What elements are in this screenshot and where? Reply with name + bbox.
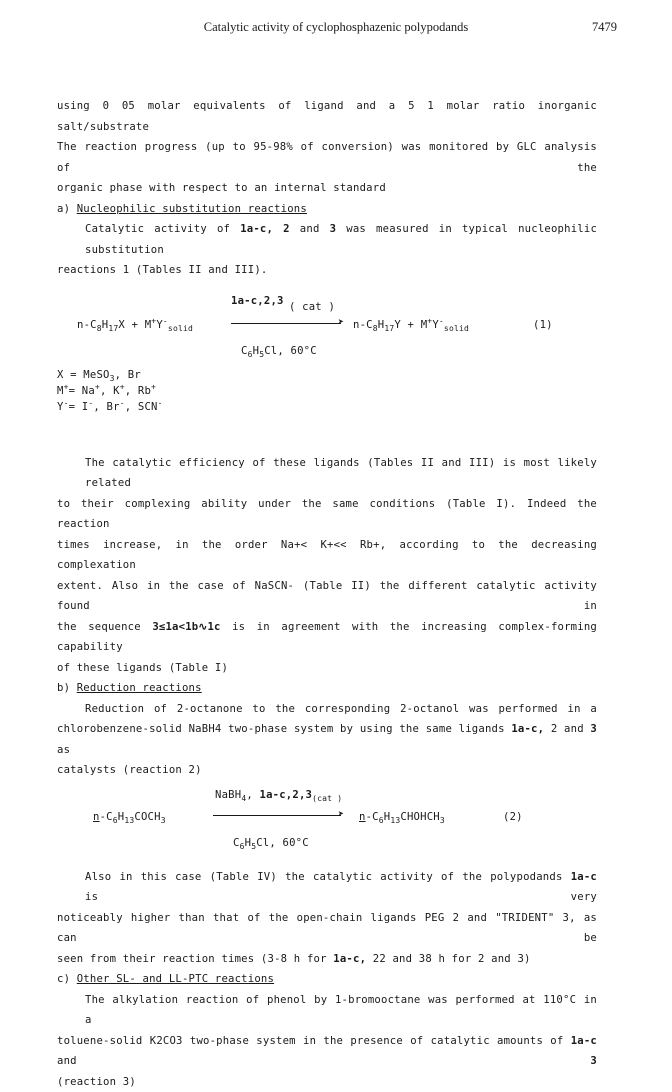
para2-line-1: The catalytic efficiency of these ligands (Tables II and III) is most likely related: [57, 453, 597, 494]
text-run: chlorobenzene-solid NaBH4 two-phase system by using the same ligands: [57, 723, 511, 735]
section-c-heading: Other SL- and LL-PTC reactions: [77, 973, 274, 985]
reaction-1-variables: [57, 367, 597, 415]
text-run: as: [57, 744, 70, 756]
section-b-line-3: catalysts (reaction 2): [57, 760, 597, 781]
text-run: Also in this case (Table IV) the catalytic activity of the polypodands: [85, 871, 571, 883]
section-b-prefix: b): [57, 682, 77, 694]
section-b-line-1: Reduction of 2-octanone to the corresponding 2-octanol was performed in a: [57, 699, 597, 720]
section-b-line-2: [57, 719, 597, 760]
section-a-heading-line: [57, 199, 597, 220]
text-run: and: [290, 223, 330, 235]
compound-ref: 3: [590, 1055, 597, 1067]
section-a-prefix: a): [57, 203, 77, 215]
reaction-1-arrow: [231, 323, 341, 324]
reaction-1-conditions: $C_6H_5Cl$, 60°C: [241, 341, 317, 362]
compound-ref: 1a-c,: [333, 953, 366, 965]
section-c-heading-line: [57, 969, 597, 990]
reaction-1-number: (1): [533, 315, 553, 336]
reaction-2-arrowhead-icon: ➤: [338, 810, 344, 820]
compound-ref: 1a-c,: [511, 723, 544, 735]
reaction-2-arrow: [213, 815, 341, 816]
variable-y: Y-= I-, Br-, SCN-: [57, 399, 597, 415]
intro-line-2: The reaction progress (up to 95-98% of conversion) was monitored by GLC analysis of the: [57, 137, 597, 178]
compound-ref: 3: [590, 723, 597, 735]
compound-ref: 1a-c: [571, 871, 597, 883]
section-c-line-2: [57, 1031, 597, 1072]
section-b-heading: Reduction reactions: [77, 682, 202, 694]
compound-ref: 1a-c: [571, 1035, 597, 1047]
reaction-2-reagent: NaBH$_4$, $1a-c,2,3_{(cat )}$: [215, 785, 342, 806]
compound-ref: 3: [330, 223, 337, 235]
para3-line-3: [57, 949, 597, 970]
para2-line-2: to their complexing ability under the same conditions (Table I). Indeed the reaction: [57, 494, 597, 535]
section-c-line-1: The alkylation reaction of phenol by 1-bromooctane was performed at 110°C in a: [57, 990, 597, 1031]
text-run: toluene-solid K2CO3 two-phase system in the presence of catalytic amounts of: [57, 1035, 571, 1047]
section-a-line-1: [57, 219, 597, 260]
text-run: 22 and 38 h for 2 and 3): [366, 953, 530, 965]
text-run: was measured in typical nucleophilic substitution: [85, 223, 597, 256]
reaction-1-arrowhead-icon: ➤: [338, 318, 344, 328]
section-c-prefix: c): [57, 973, 77, 985]
article-body: [57, 96, 597, 1092]
page-number: 7479: [592, 20, 617, 35]
para2-line-6: of these ligands (Table I): [57, 658, 597, 679]
intro-line-1: using 0 05 molar equivalents of ligand and a 5 1 molar ratio inorganic salt/substrate: [57, 96, 597, 137]
reaction-1-reactants: $n-C_8H_{17}X + M^+Y^-_{solid}$: [77, 315, 193, 336]
reaction-1-catalyst: 1a-c,2,3: [231, 291, 284, 312]
reaction-2-number: (2): [503, 807, 523, 828]
reaction-2-conditions: $C_6H_5Cl$, 60°C: [233, 833, 309, 854]
reaction-2-reactant: $n-C_6H_{13}COCH_3$: [93, 807, 166, 828]
text-run: 2 and: [544, 723, 590, 735]
text-run: is very: [85, 891, 597, 903]
reaction-1: [57, 291, 597, 367]
text-run: Catalytic activity of: [85, 223, 240, 235]
reaction-1-cat-label: ( cat ): [289, 297, 335, 318]
section-b-heading-line: [57, 678, 597, 699]
text-run: and: [57, 1055, 590, 1067]
intro-line-3: organic phase with respect to an internal standard: [57, 178, 597, 199]
compound-sequence: 3≤1a<1b∿1c: [152, 621, 220, 633]
reaction-2: [57, 785, 597, 857]
running-header-title: Catalytic activity of cyclophosphazenic polypodands: [0, 20, 672, 35]
variable-m: M+= Na+, K+, Rb+: [57, 383, 597, 399]
compound-ref: 1a-c, 2: [240, 223, 290, 235]
text-run: is in agreement with the increasing complex-forming capability: [57, 621, 597, 654]
para2-line-3: times increase, in the order Na+< K+<< Rb+, according to the decreasing complexation: [57, 535, 597, 576]
variable-x: X = MeSO$_3$, Br: [57, 367, 597, 383]
para2-line-4: extent. Also in the case of NaSCN- (Table II) the different catalytic activity found in: [57, 576, 597, 617]
reaction-2-product: $n-C_6H_{13}CHOHCH_3$: [359, 807, 445, 828]
para3-line-1: [57, 867, 597, 908]
section-a-heading: Nucleophilic substitution reactions: [77, 203, 307, 215]
reaction-1-products: $n-C_8H_{17}Y + M^+Y^-_{solid}$: [353, 315, 469, 336]
para2-line-5: [57, 617, 597, 658]
text-run: seen from their reaction times (3-8 h for: [57, 953, 333, 965]
para3-line-2: noticeably higher than that of the open-chain ligands PEG 2 and "TRIDENT" 3, as can be: [57, 908, 597, 949]
section-a-line-2: reactions 1 (Tables II and III).: [57, 260, 597, 281]
text-run: the sequence: [57, 621, 152, 633]
section-c-line-3: (reaction 3): [57, 1072, 597, 1092]
